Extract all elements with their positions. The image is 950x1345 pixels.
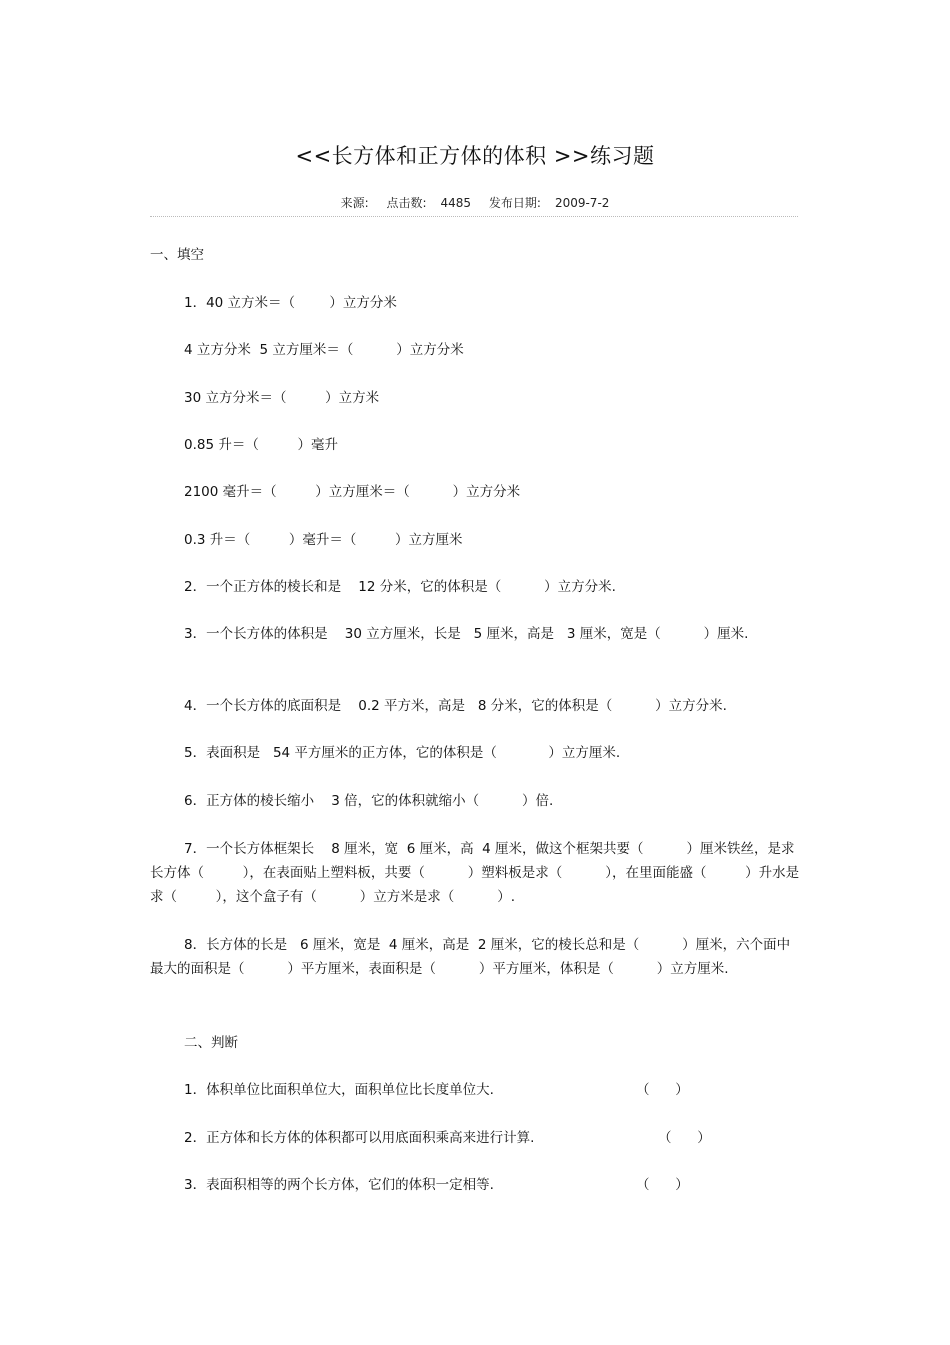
page-title: <<长方体和正方体的体积 >>练习题	[295, 144, 655, 168]
judge-item-text: 1．体积单位比面积单位大，面积单位比长度单位大.	[184, 1082, 494, 1098]
section-heading-judge: 二、判断	[184, 1035, 238, 1051]
question-item: 4 立方分米 5 立方厘米＝（ ）立方分米	[184, 342, 464, 358]
divider	[150, 216, 798, 217]
question-item: 2100 毫升＝（ ）立方厘米＝（ ）立方分米	[184, 484, 521, 500]
judge-item-text: 2．正方体和长方体的体积都可以用底面积乘高来进行计算.	[184, 1130, 535, 1146]
question-item: 30 立方分米＝（ ）立方米	[184, 390, 380, 406]
section-heading-fill: 一、填空	[150, 247, 204, 263]
question-item: 2．一个正方体的棱长和是 12 分米，它的体积是（ ）立方分米.	[184, 579, 616, 595]
judge-item-mark: （ ）	[636, 1177, 689, 1193]
question-item: 8．长方体的长是 6 厘米，宽是 4 厘米，高是 2 厘米，它的棱长总和是（ ）厘米，六个面中最大的面积是（ ）平方厘米，表面积是（ ）平方厘米，体积是（ ）立方厘米.	[150, 937, 791, 977]
date-label: 发布日期:	[488, 196, 541, 210]
judge-item-mark: （ ）	[658, 1130, 711, 1146]
hits-label: 点击数:	[386, 196, 427, 210]
hits-value: 4485	[440, 196, 472, 210]
date-value: 2009-7-2	[554, 196, 610, 210]
judge-item-mark: （ ）	[636, 1082, 689, 1098]
question-item: 6．正方体的棱长缩小 3 倍，它的体积就缩小（ ）倍.	[184, 793, 554, 809]
source-label: 来源:	[340, 196, 369, 210]
judge-item-text: 3．表面积相等的两个长方体，它们的体积一定相等.	[184, 1177, 494, 1193]
question-item: 0.85 升＝（ ）毫升	[184, 437, 338, 453]
question-item: 0.3 升＝（ ）毫升＝（ ）立方厘米	[184, 532, 463, 548]
question-item: 4．一个长方体的底面积是 0.2 平方米，高是 8 分米，它的体积是（ ）立方分米.	[184, 698, 727, 714]
meta-line	[0, 194, 950, 211]
question-item: 7．一个长方体框架长 8 厘米，宽 6 厘米，高 4 厘米，做这个框架共要（ ）厘米铁丝，是求长方体（ ），在表面贴上塑料板，共要（ ）塑料板是求（ ），在里面能盛（ ）升水是求（ ），这个盒子有（ ）立方米是求（ ）.	[150, 841, 800, 905]
question-item: 1．40 立方米＝（ ）立方分米	[184, 295, 397, 311]
question-item: 3．一个长方体的体积是 30 立方厘米，长是 5 厘米，高是 3 厘米，宽是（ ）厘米.	[184, 626, 749, 642]
question-item: 5．表面积是 54 平方厘米的正方体，它的体积是（ ）立方厘米.	[184, 745, 621, 761]
